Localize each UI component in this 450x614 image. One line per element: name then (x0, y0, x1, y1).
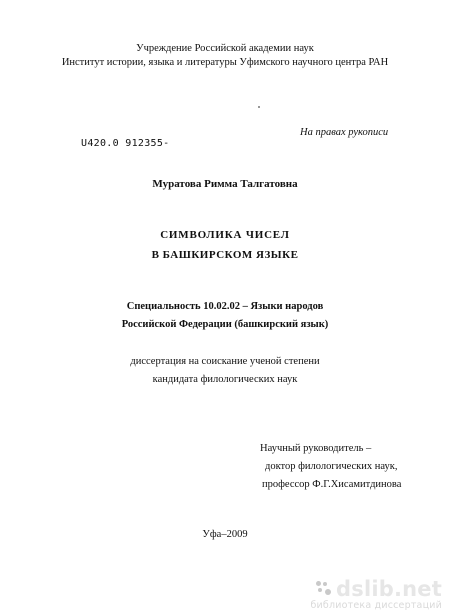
supervisor-line-3: профессор Ф.Г.Хисамитдинова (262, 479, 402, 490)
watermark-logo (310, 576, 442, 601)
author-name: Муратова Римма Талгатовна (152, 178, 298, 190)
scan-speck (258, 106, 260, 108)
title-line-1: СИМВОЛИКА ЧИСЕЛ (160, 229, 290, 241)
title-line-2: В БАШКИРСКОМ ЯЗЫКЕ (151, 249, 299, 261)
supervisor-line-2: доктор филологических наук, (265, 461, 398, 472)
institution-line-1: Учреждение Российской академии наук (136, 43, 314, 54)
city-year: Уфа–2009 (202, 529, 248, 540)
specialty-line-1: Специальность 10.02.02 – Языки народов (126, 301, 324, 312)
rights-note: На правах рукописи (300, 127, 389, 138)
catalog-code: U420.0 912355- (81, 138, 170, 149)
dissertation-line-2: кандидата филологических наук (152, 374, 298, 385)
watermark-logo-text: dslib.net (336, 576, 442, 601)
institution-line-2: Институт истории, языка и литературы Уфимского научного центра РАН (61, 57, 389, 68)
dissertation-line-1: диссертация на соискание ученой степени (130, 356, 320, 367)
supervisor-line-1: Научный руководитель – (260, 443, 372, 454)
watermark-subtitle: библиотека диссертаций (310, 599, 442, 611)
watermark (310, 576, 442, 611)
specialty-line-2: Российской Федерации (башкирский язык) (121, 319, 329, 330)
dots-logo-icon (316, 581, 332, 597)
